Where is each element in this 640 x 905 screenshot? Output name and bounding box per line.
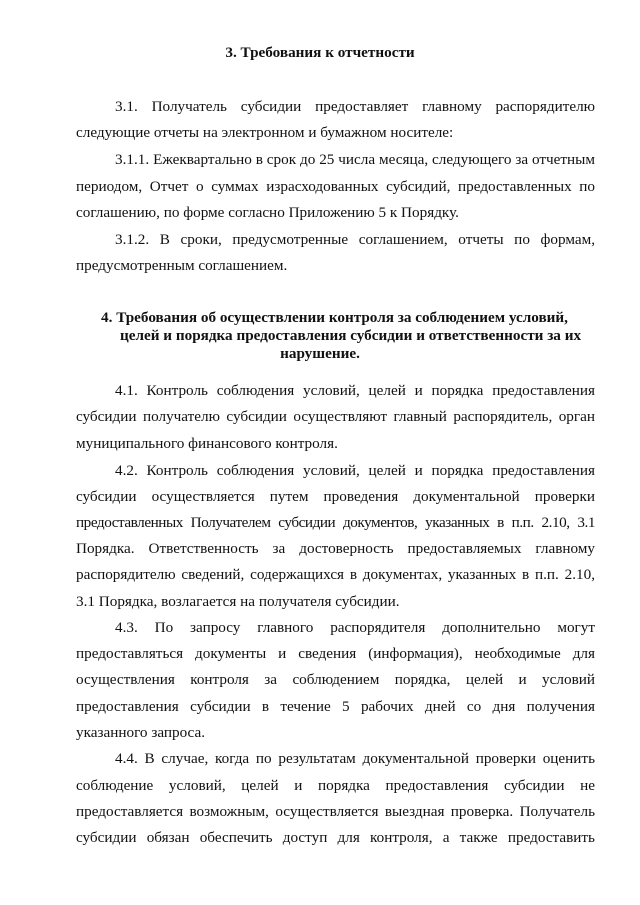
paragraph-4-1-line: субсидии получателю субсидии осуществляют главный распорядитель, орган <box>76 408 595 425</box>
paragraph-4-3-line: осуществления контроля за соблюдением порядка, целей и условий <box>76 671 595 688</box>
paragraph-4-1-line: муниципального финансового контроля. <box>76 435 338 452</box>
paragraph-4-2-line: 3.1 Порядка, возлагается на получателя субсидии. <box>76 593 400 610</box>
section-4-heading-line: целей и порядка предоставления субсидии и ответственности за их <box>120 327 582 344</box>
paragraph-4-3-line: предоставления субсидии в течение 5 рабочих дней со дня получения <box>76 698 595 715</box>
paragraph-3-1-1-line: соглашению, по форме согласно Приложению 5 к Порядку. <box>76 204 459 221</box>
paragraph-3-1-2-line: предусмотренным соглашением. <box>76 257 288 274</box>
paragraph-3-1-line: 3.1. Получатель субсидии предоставляет главному распорядителю <box>115 98 595 115</box>
paragraph-4-2-line: субсидии осуществляется путем проведения документальной проверки <box>76 488 595 505</box>
paragraph-4-4-line: соблюдение условий, целей и порядка предоставления субсидии не <box>76 777 595 794</box>
paragraph-3-1-line: следующие отчеты на электронном и бумажном носителе: <box>76 124 454 141</box>
section-4-heading-line: нарушение. <box>280 345 360 362</box>
paragraph-3-1-2-line: 3.1.2. В сроки, предусмотренные соглашением, отчеты по формам, <box>115 231 595 248</box>
paragraph-4-3-line: указанного запроса. <box>76 724 206 741</box>
paragraph-4-4-line: предоставляется возможным, осуществляется выездная проверка. Получатель <box>76 803 595 820</box>
paragraph-4-2-line: предоставленных Получателем субсидии документов, указанных в п.п. 2.10, 3.1 <box>76 514 595 531</box>
paragraph-4-2-line: 4.2. Контроль соблюдения условий, целей и порядка предоставления <box>115 462 595 479</box>
paragraph-4-3-line: 4.3. По запросу главного распорядителя дополнительно могут <box>115 619 595 636</box>
section-4-heading-line: 4. Требования об осуществлении контроля за соблюдением условий, <box>101 309 568 326</box>
paragraph-4-3-line: предоставляться документы и сведения (информация), необходимые для <box>76 645 595 662</box>
paragraph-4-4-line: 4.4. В случае, когда по результатам документальной проверки оценить <box>115 750 595 767</box>
paragraph-3-1-1-line: периодом, Отчет о суммах израсходованных субсидий, предоставленных по <box>76 178 595 195</box>
paragraph-3-1-1-line: 3.1.1. Ежеквартально в срок до 25 числа месяца, следующего за отчетным <box>115 151 595 168</box>
paragraph-4-2-line: распорядителю сведений, содержащихся в документах, указанных в п.п. 2.10, <box>76 566 595 583</box>
section-3-heading: 3. Требования к отчетности <box>225 44 415 61</box>
paragraph-4-1-line: 4.1. Контроль соблюдения условий, целей и порядка предоставления <box>115 382 595 399</box>
paragraph-4-2-line: Порядка. Ответственность за достоверность предоставляемых главному <box>76 540 595 557</box>
paragraph-4-4-line: субсидии обязан обеспечить доступ для контроля, а также предоставить <box>76 829 595 846</box>
